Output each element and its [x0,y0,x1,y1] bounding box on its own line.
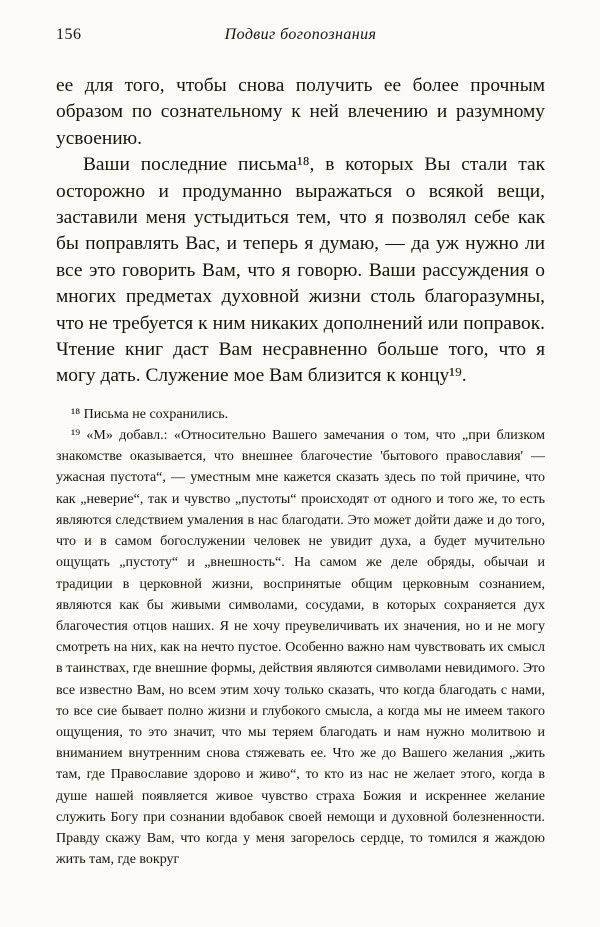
footnote: ¹⁸ Письма не сохранились. [71,406,229,422]
paragraph: ее для того, чтобы снова получить ее более прочным образом по сознательному к ней влечению и разумному усвоению. [56,75,545,149]
body-text [56,73,545,390]
footnote: ¹⁹ «М» добавл.: «Относительно Вашего замечания о том, что „при близком знакомстве оказывается, что внешнее благочестие 'бытового православия' — ужасная пустота“, — уместным мне кажется сказать здесь по той причине, что как „неверие“, так и чувство „пустоты“ происходят от одного и того же, то есть являются следствием умаления в нас благодати. Это может дойти даже и до того, что и в самом богослужении человек не увидит духа, а будет мучительно ощущать „пустоту“ и „внешность“. На самом же деле обряды, обычаи и традиции в церковной жизни, воспринятые общим церковным сознанием, являются как бы живыми символами, сосудами, в которых сохраняется дух благочестия отцов наших. Я не хочу преувеличивать их значения, но и не могу смотреть на них, как на нечто пустое. Особенно важно нам чувствовать их смысл в таинствах, где внешние формы, действия являются символами невидимого. Это все известно Вам, но всем этим хочу только сказать, что когда благодать с нами, то все сие бывает полно жизни и глубокого смысла, а когда мы не имеем такого ощущения, то это значит, что мы теряем благодать и нам нужно молитвою и вниманием внутренним снова стяжевать ее. Что же до Вашего желания „жить там, где Православие здорово и живо“, то кто из нас не желает этого, когда в душе нашей появляется живое чувство страха Божия и искреннее желание служить Богу при сознании вдобавок своей немощи и духовной болезненности. Правду скажу Вам, что когда у меня загорелось сердце, то томился я жаждою жить там, где вокруг [56,428,545,868]
paragraph: Ваши последние письма¹⁸, в которых Вы стали так осторожно и продуманно выражаться о всякой вещи, заставили меня устыдиться тем, что я позволял себе как бы поправлять Вас, и теперь я думаю, — да уж нужно ли все это говорить Вам, что я говорю. Ваши рассуждения о многих предметах духовной жизни столь благоразумны, что не требуется к ним никаких дополнений или поправок. Чтение книг даст Вам несравненно больше того, что я могу дать. Служение мое Вам близится к концу¹⁹. [56,154,545,387]
page-header [56,26,545,48]
running-title: Подвиг богопознания [224,26,377,43]
footnotes-section [56,404,545,870]
page-number: 156 [56,26,82,43]
